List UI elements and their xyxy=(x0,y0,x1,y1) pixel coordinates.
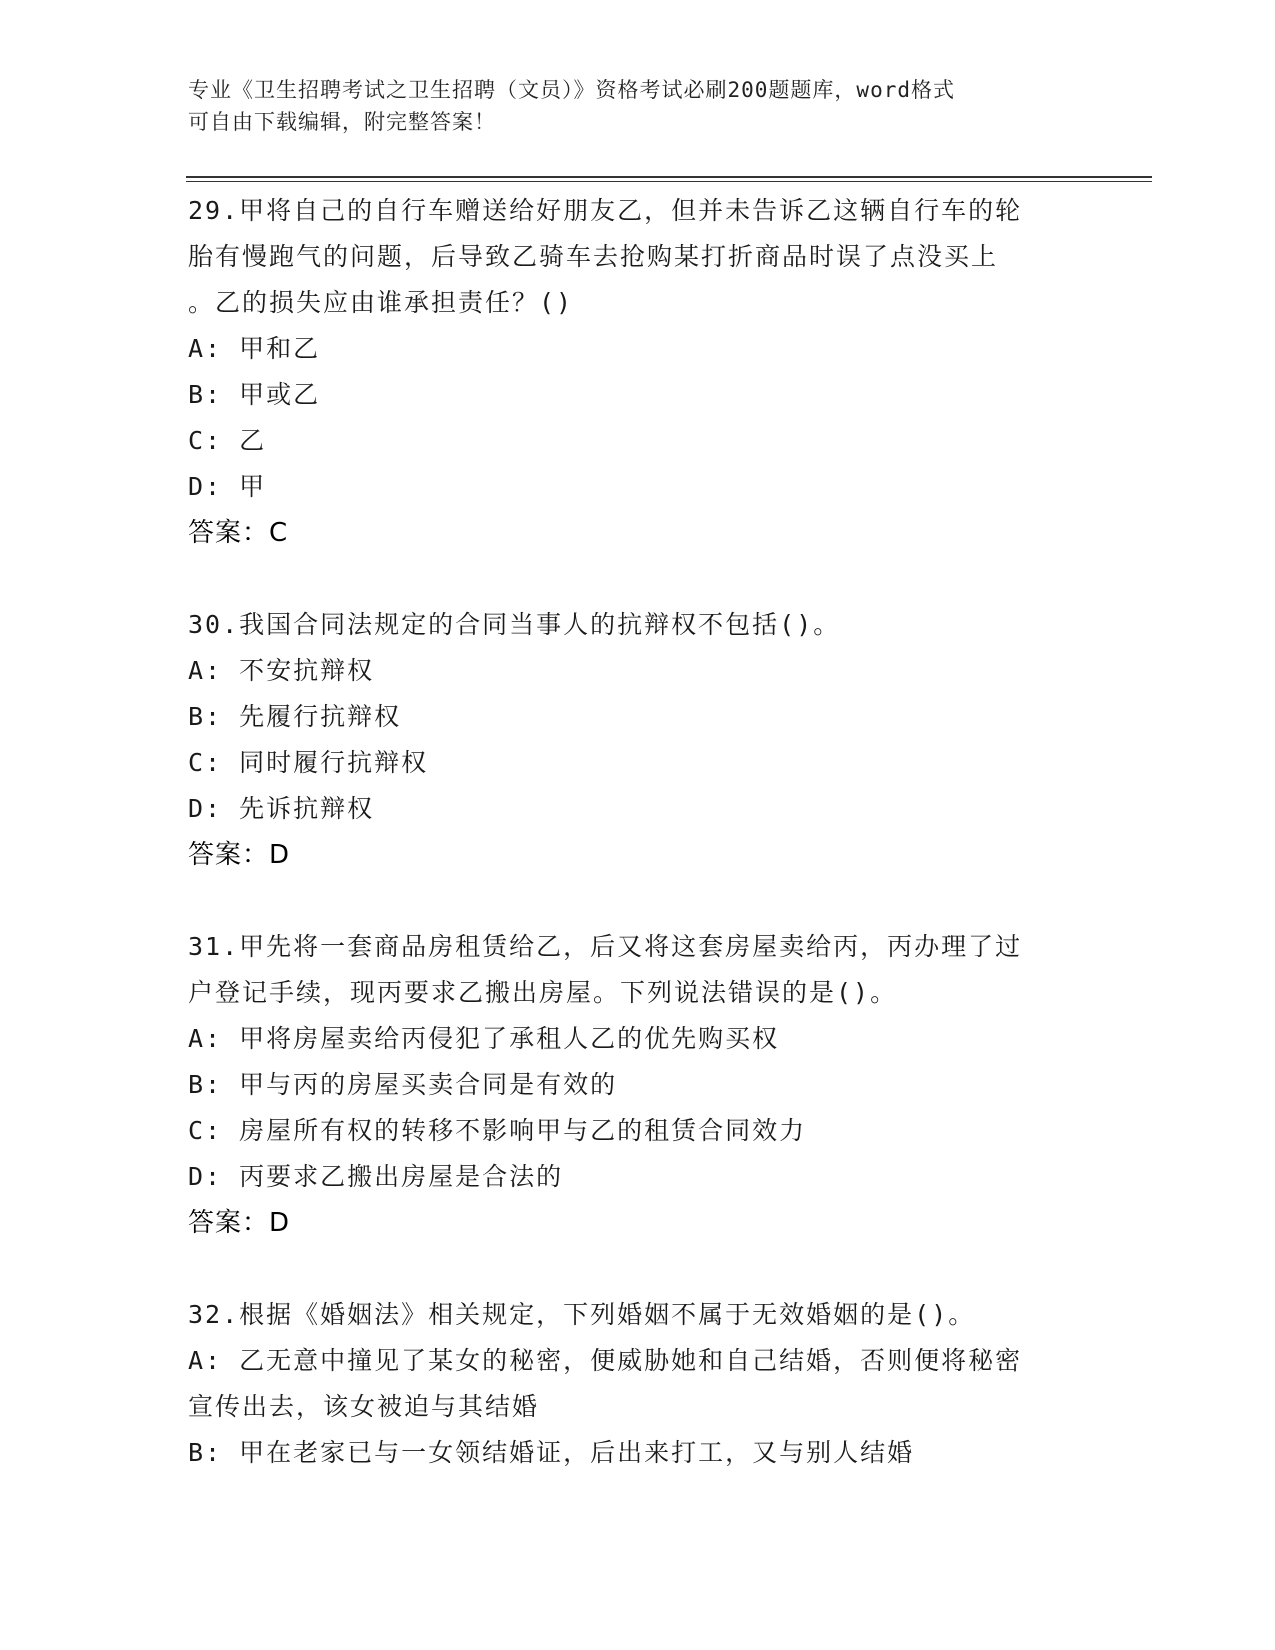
option-a: A: 乙无意中撞见了某女的秘密，便威胁她和自己结婚，否则便将秘密 xyxy=(188,1346,1023,1375)
option-c: C: 房屋所有权的转移不影响甲与乙的租赁合同效力 xyxy=(188,1116,807,1145)
question-stem-line: 。乙的损失应由谁承担责任？() xyxy=(188,288,574,317)
header-line-2: 可自由下载编辑，附完整答案！ xyxy=(188,110,496,134)
question-32 xyxy=(188,1292,1088,1476)
option-d: D: 丙要求乙搬出房屋是合法的 xyxy=(188,1162,564,1191)
option-c: C: 乙 xyxy=(188,426,267,455)
question-29 xyxy=(188,188,1088,556)
question-30 xyxy=(188,602,1088,878)
option-b: B: 甲或乙 xyxy=(188,380,321,409)
answer-label: 答案：C xyxy=(188,518,289,548)
option-a-continued: 宣传出去，该女被迫与其结婚 xyxy=(188,1392,540,1421)
question-stem-line: 32.根据《婚姻法》相关规定，下列婚姻不属于无效婚姻的是()。 xyxy=(188,1300,976,1329)
answer-label: 答案：D xyxy=(188,1208,291,1238)
question-list xyxy=(188,188,1088,1476)
header-divider-thin xyxy=(186,181,1152,182)
option-b: B: 先履行抗辩权 xyxy=(188,702,402,731)
question-stem-line: 胎有慢跑气的问题，后导致乙骑车去抢购某打折商品时误了点没买上 xyxy=(188,242,999,271)
option-a: A: 甲将房屋卖给丙侵犯了承租人乙的优先购买权 xyxy=(188,1024,780,1053)
question-stem-line: 31.甲先将一套商品房租赁给乙，后又将这套房屋卖给丙，丙办理了过 xyxy=(188,932,1023,961)
question-stem-line: 30.我国合同法规定的合同当事人的抗辩权不包括()。 xyxy=(188,610,841,639)
header-line-1: 专业《卫生招聘考试之卫生招聘（文员）》资格考试必刷200题题库，word格式 xyxy=(188,78,955,102)
option-a: A: 甲和乙 xyxy=(188,334,321,363)
question-stem-line: 户登记手续，现丙要求乙搬出房屋。下列说法错误的是()。 xyxy=(188,978,898,1007)
option-b: B: 甲在老家已与一女领结婚证，后出来打工，又与别人结婚 xyxy=(188,1438,915,1467)
header-divider-thick xyxy=(186,176,1152,178)
question-31 xyxy=(188,924,1088,1246)
option-a: A: 不安抗辩权 xyxy=(188,656,375,685)
option-b: B: 甲与丙的房屋买卖合同是有效的 xyxy=(188,1070,618,1099)
answer-label: 答案：D xyxy=(188,840,291,870)
option-d: D: 先诉抗辩权 xyxy=(188,794,375,823)
question-stem-line: 29.甲将自己的自行车赠送给好朋友乙，但并未告诉乙这辆自行车的轮 xyxy=(188,196,1023,225)
option-c: C: 同时履行抗辩权 xyxy=(188,748,429,777)
option-d: D: 甲 xyxy=(188,472,267,501)
document-header xyxy=(188,74,1088,138)
